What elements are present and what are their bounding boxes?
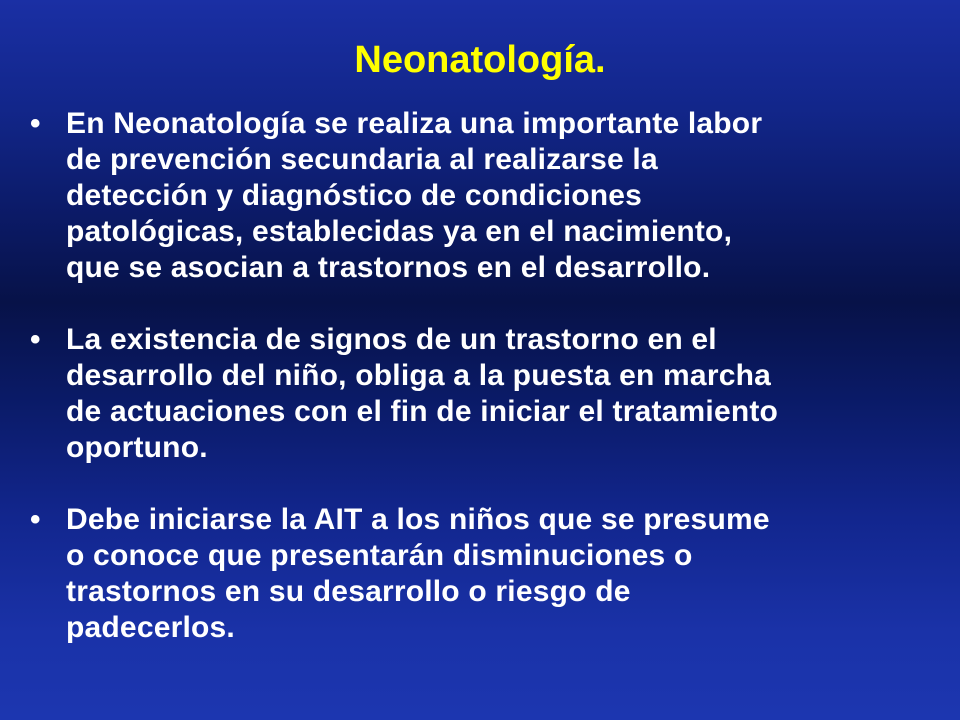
bullet-marker: •	[30, 323, 41, 356]
bullet-line: oportuno.	[66, 431, 208, 464]
bullet-line: patológicas, establecidas ya en el nacimiento,	[66, 215, 733, 248]
bullet-line: detección y diagnóstico de condiciones	[66, 179, 643, 212]
bullet-line: trastornos en su desarrollo o riesgo de	[66, 575, 631, 608]
bullet-item	[30, 502, 950, 646]
bullet-line: de prevención secundaria al realizarse la	[66, 143, 658, 176]
slide-title: Neonatología.	[354, 39, 606, 81]
bullet-item	[30, 106, 950, 286]
bullet-item	[30, 322, 950, 466]
bullet-line: que se asocian a trastornos en el desarrollo.	[66, 251, 711, 284]
bullet-line: o conoce que presentarán disminuciones o	[66, 539, 693, 572]
bullet-line: desarrollo del niño, obliga a la puesta en marcha	[66, 359, 771, 392]
bullet-line: padecerlos.	[66, 611, 235, 644]
bullet-line: Debe iniciarse la AIT a los niños que se presume	[66, 503, 770, 536]
bullet-list	[30, 106, 950, 646]
bullet-line: de actuaciones con el fin de iniciar el tratamiento	[66, 395, 779, 428]
bullet-marker: •	[30, 107, 41, 140]
bullet-marker: •	[30, 503, 41, 536]
bullet-line: En Neonatología se realiza una importante labor	[66, 107, 763, 140]
bullet-line: La existencia de signos de un trastorno en el	[66, 323, 717, 356]
